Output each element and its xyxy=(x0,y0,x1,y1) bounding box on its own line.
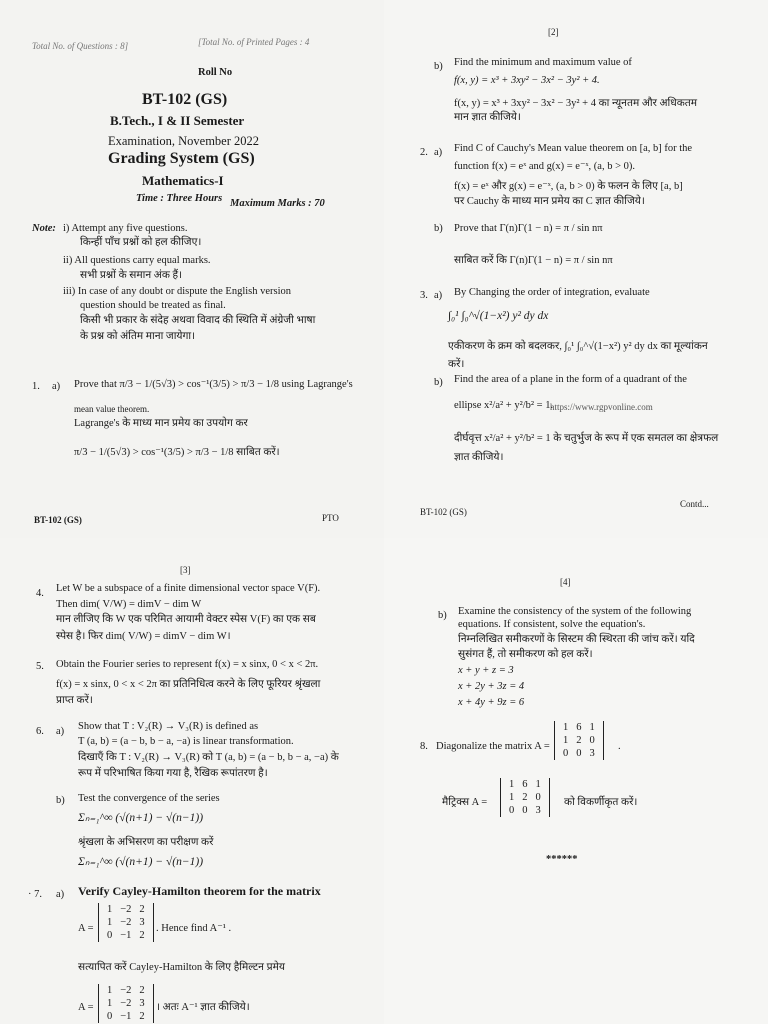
question-5-english: Obtain the Fourier series to represent f(x) = x sinx, 0 < x < 2π. xyxy=(56,659,319,670)
page-2-footer-code: BT-102 (GS) xyxy=(420,507,467,517)
q7-matrix-cell: 1 xyxy=(107,904,113,915)
question-2a-hindi-1: f(x) = eˣ और g(x) = e⁻ˣ, (a, b > 0) के फलन के लिए [a, b] xyxy=(454,181,683,192)
end-of-paper-mark: ****** xyxy=(546,854,578,865)
question-1a-hindi-2: π/3 − 1/(5√3) > cos⁻¹(3/5) > π/3 − 1/8 साबित करें। xyxy=(74,447,280,458)
question-4-hindi-1: मान लीजिए कि W एक परिमित आयामी वेक्टर स्पेस V(F) का एक सब xyxy=(56,614,316,625)
q7-matrix-cell: 1 xyxy=(107,917,113,928)
note-iii-hindi-2: के प्रश्न को अंतिम माना जायेगा। xyxy=(80,331,196,342)
q8-matrix-2-cell: 0 xyxy=(509,805,515,816)
total-pages-note: [Total No. of Printed Pages : 4 xyxy=(198,37,310,47)
q7-matrix-cell: −2 xyxy=(120,917,132,928)
exam-page-4 xyxy=(384,538,768,1024)
q7-matrix-2-cell: −1 xyxy=(120,1011,132,1022)
question-2b-hindi: साबित करें कि Γ(n)Γ(1 − n) = π / sin nπ xyxy=(454,255,613,266)
question-8-dot: . xyxy=(618,741,621,752)
question-8-hindi-prefix: मैट्रिक्स A = xyxy=(442,797,488,808)
question-8-number: 8. xyxy=(420,741,428,752)
q8-matrix-cell: 1 xyxy=(563,722,569,733)
q8-matrix-2-cell: 1 xyxy=(509,792,515,803)
question-3b-label: b) xyxy=(434,377,443,388)
question-6b-label: b) xyxy=(56,795,65,806)
q7-matrix-cell: −1 xyxy=(120,930,132,941)
q7-matrix-2-row xyxy=(103,997,149,1010)
question-6a-label: a) xyxy=(56,726,65,737)
question-7-matrix-label: A = xyxy=(78,923,94,934)
q7-matrix-2-cell: −2 xyxy=(120,998,132,1009)
maximum-marks: Maximum Marks : 70 xyxy=(230,198,325,209)
question-3a-integral: ∫₀¹ ∫₀^√(1−x²) y² dy dx xyxy=(448,310,549,322)
q8-matrix-2-row xyxy=(505,791,545,804)
q7-matrix-cell: 0 xyxy=(107,930,113,941)
question-7-matrix-label-2: A = xyxy=(78,1002,94,1013)
exam-page-1 xyxy=(0,0,384,538)
exam-page-2 xyxy=(384,0,768,538)
question-6b-english: Test the convergence of the series xyxy=(78,793,220,804)
question-3-number: 3. xyxy=(420,290,428,301)
note-ii-hindi: सभी प्रश्नों के समान अंक हैं। xyxy=(80,270,183,281)
question-7-matrix-2 xyxy=(98,984,154,1023)
equation-3: x + 4y + 9z = 6 xyxy=(458,697,525,708)
question-5-hindi-1: f(x) = x sinx, 0 < x < 2π का प्रतिनिधित्व करने के लिए फूरियर श्रृंखला xyxy=(56,679,321,690)
q8-matrix-2-cell: 0 xyxy=(522,805,528,816)
question-2a-english-2: function f(x) = eˣ and g(x) = e⁻ˣ, (a, b > 0). xyxy=(454,161,635,172)
question-1a-hindi-1: Lagrange's के माध्य मान प्रमेय का उपयोग कर xyxy=(74,418,248,429)
page-4-number: [4] xyxy=(560,577,571,587)
q8-matrix-2-row xyxy=(505,804,545,817)
question-4-english-2: Then dim( V/W) = dimV − dim W xyxy=(56,599,202,610)
q7-matrix-row xyxy=(103,929,149,942)
q8-matrix-2-cell: 0 xyxy=(535,792,541,803)
question-3b-english-1: Find the area of a plane in the form of a quadrant of the xyxy=(454,374,687,385)
q7-matrix-2-cell: 2 xyxy=(139,1011,145,1022)
q8-matrix-2-cell: 6 xyxy=(522,779,528,790)
question-6b-series-1: Σₙ₌₁^∞ (√(n+1) − √(n−1)) xyxy=(78,812,204,824)
question-5-hindi-2: प्राप्त करें। xyxy=(56,695,93,706)
question-7b-label: b) xyxy=(438,610,447,621)
q8-matrix-cell: 0 xyxy=(589,735,595,746)
q8-matrix-2-cell: 2 xyxy=(522,792,528,803)
note-ii-english: ii) All questions carry equal marks. xyxy=(63,255,211,266)
question-6a-hindi-2: रूप में परिभाषित किया गया है, रैखिक रूपांतरण है। xyxy=(78,768,268,779)
exam-page-3 xyxy=(0,538,384,1024)
question-4-english-1: Let W be a subspace of a finite dimensional vector space V(F). xyxy=(56,583,321,594)
q7-matrix-cell: −2 xyxy=(120,904,132,915)
question-7-hence: . Hence find A⁻¹ . xyxy=(156,923,232,934)
q8-matrix-cell: 3 xyxy=(589,748,595,759)
question-7b-hindi-2: सुसंगत हैं, तो समीकरण को हल करें। xyxy=(458,649,593,660)
q8-matrix-row xyxy=(559,721,599,734)
question-2a-label: a) xyxy=(434,147,443,158)
question-7-hindi: सत्यापित करें Cayley-Hamilton के लिए हैमिल्टन प्रमेय xyxy=(78,962,285,973)
q7-matrix-2-row xyxy=(103,984,149,997)
q7-matrix-2-row xyxy=(103,1010,149,1023)
question-3a-label: a) xyxy=(434,290,443,301)
question-2b-english: Prove that Γ(n)Γ(1 − n) = π / sin nπ xyxy=(454,223,603,234)
note-label: Note: xyxy=(32,223,56,234)
q8-matrix-2-cell: 1 xyxy=(509,779,515,790)
question-7b-hindi-1: निम्नलिखित समीकरणों के सिस्टम की स्थिरता की जांच करें। यदि xyxy=(458,634,695,645)
question-1b-hindi-2: मान ज्ञात कीजिये। xyxy=(454,112,521,123)
q8-matrix-2-row xyxy=(505,778,545,791)
question-2b-label: b) xyxy=(434,223,443,234)
question-3b-english-2: ellipse x²/a² + y²/b² = 1. xyxy=(454,400,554,411)
note-i-english: i) Attempt any five questions. xyxy=(63,223,188,234)
page-2-number: [2] xyxy=(548,27,559,37)
time-allowed: Time : Three Hours xyxy=(136,193,223,204)
question-7a-english: Verify Cayley-Hamilton theorem for the matrix xyxy=(78,884,321,898)
question-6b-series-2: Σₙ₌₁^∞ (√(n+1) − √(n−1)) xyxy=(78,856,204,868)
q7-matrix-cell: 3 xyxy=(139,917,145,928)
question-7-matrix xyxy=(98,903,154,942)
subject-name: Mathematics-I xyxy=(142,173,224,188)
note-iii-english-2: question should be treated as final. xyxy=(80,300,226,311)
question-7-number: · 7. xyxy=(28,889,42,900)
note-iii-hindi-1: किसी भी प्रकार के संदेह अथवा विवाद की स्थिति में अंग्रेजी भाषा xyxy=(80,315,316,326)
q7-matrix-2-cell: 0 xyxy=(107,1011,113,1022)
q7-matrix-row xyxy=(103,916,149,929)
question-6-number: 6. xyxy=(36,726,44,737)
question-7b-english-2: equations. If consistent, solve the equation's. xyxy=(458,619,646,630)
equation-1: x + y + z = 3 xyxy=(458,665,514,676)
question-5-number: 5. xyxy=(36,661,44,672)
q7-matrix-2-cell: 1 xyxy=(107,985,113,996)
question-3a-english-1: By Changing the order of integration, evaluate xyxy=(454,287,650,298)
q8-matrix-2-cell: 1 xyxy=(535,779,541,790)
roll-no-label: Roll No xyxy=(198,67,233,78)
page-3-number: [3] xyxy=(180,565,191,575)
question-8-matrix xyxy=(554,721,604,760)
q8-matrix-cell: 2 xyxy=(576,735,582,746)
question-1b-english-2: f(x, y) = x³ + 3xy² − 3x² − 3y² + 4. xyxy=(454,75,600,86)
q7-matrix-cell: 2 xyxy=(139,930,145,941)
question-4-hindi-2: स्पेस है। फिर dim( V/W) = dimV − dim W। xyxy=(56,631,231,642)
q8-matrix-cell: 0 xyxy=(563,748,569,759)
q7-matrix-2-cell: 3 xyxy=(139,998,145,1009)
q7-matrix-2-cell: 2 xyxy=(139,985,145,996)
q7-matrix-row xyxy=(103,903,149,916)
grading-system: Grading System (GS) xyxy=(108,150,255,167)
question-7-hindi-hence: । अतः A⁻¹ ज्ञात कीजिये। xyxy=(156,1002,250,1013)
question-1-number: 1. xyxy=(32,381,40,392)
q8-matrix-row xyxy=(559,734,599,747)
q8-matrix-cell: 1 xyxy=(589,722,595,733)
question-8-hindi-suffix: को विकर्णीकृत करें। xyxy=(564,797,638,808)
question-8-english: Diagonalize the matrix A = xyxy=(436,741,550,752)
question-7b-english-1: Examine the consistency of the system of the following xyxy=(458,606,692,617)
question-7a-label: a) xyxy=(56,889,65,900)
question-3a-hindi-2: करें। xyxy=(448,359,465,370)
question-8-matrix-2 xyxy=(500,778,550,817)
note-i-hindi: किन्हीं पाँच प्रश्नों को हल कीजिए। xyxy=(80,237,202,248)
q8-matrix-cell: 6 xyxy=(576,722,582,733)
question-6a-english-2: T (a, b) = (a − b, b − a, −a) is linear transformation. xyxy=(78,736,294,747)
page-1-footer-pto: PTO xyxy=(322,513,339,523)
q7-matrix-2-cell: −2 xyxy=(120,985,132,996)
q8-matrix-row xyxy=(559,747,599,760)
question-1a-english-2: mean value theorem. xyxy=(74,404,150,414)
contd-marker: Contd... xyxy=(680,499,709,509)
q7-matrix-2-cell: 1 xyxy=(107,998,113,1009)
paper-code: BT-102 (GS) xyxy=(142,91,228,108)
q8-matrix-cell: 0 xyxy=(576,748,582,759)
question-3b-hindi-2: ज्ञात कीजिये। xyxy=(454,452,504,463)
question-2a-english-1: Find C of Cauchy's Mean value theorem on [a, b] for the xyxy=(454,143,693,154)
question-1b-label: b) xyxy=(434,61,443,72)
exam-session: Examination, November 2022 xyxy=(108,134,260,148)
source-url: https://www.rgpvonline.com xyxy=(550,402,653,412)
question-6b-hindi: श्रृंखला के अभिसरण का परीक्षण करें xyxy=(78,837,214,848)
page-1-footer-code: BT-102 (GS) xyxy=(34,515,82,525)
q8-matrix-cell: 1 xyxy=(563,735,569,746)
q8-matrix-2-cell: 3 xyxy=(535,805,541,816)
question-3a-hindi-1: एकीकरण के क्रम को बदलकर, ∫₀¹ ∫₀^√(1−x²) y² dy dx का मूल्यांकन xyxy=(448,341,708,352)
equation-2: x + 2y + 3z = 4 xyxy=(458,681,525,692)
question-1a-english-1: Prove that π/3 − 1/(5√3) > cos⁻¹(3/5) > π/3 − 1/8 using Lagrange's xyxy=(74,379,353,390)
question-6a-english-1: Show that T : V₂(R) → V₃(R) is defined as xyxy=(78,721,259,732)
question-1b-hindi-1: f(x, y) = x³ + 3xy² − 3x² − 3y² + 4 का न्यूनतम और अधिकतम xyxy=(454,98,698,109)
total-questions-note: Total No. of Questions : 8] xyxy=(32,41,129,51)
note-iii-english-1: iii) In case of any doubt or dispute the English version xyxy=(63,286,292,297)
question-6a-hindi-1: दिखाएँ कि T : V₂(R) → V₃(R) को T (a, b) = (a − b, b − a, −a) के xyxy=(78,752,339,763)
question-1b-english-1: Find the minimum and maximum value of xyxy=(454,57,632,68)
question-2-number: 2. xyxy=(420,147,428,158)
question-4-number: 4. xyxy=(36,588,44,599)
q7-matrix-cell: 2 xyxy=(139,904,145,915)
course-name: B.Tech., I & II Semester xyxy=(110,113,245,128)
question-3b-hindi-1: दीर्घवृत्त x²/a² + y²/b² = 1 के चतुर्भुज के रूप में एक समतल का क्षेत्रफल xyxy=(454,433,719,444)
question-1a-label: a) xyxy=(52,381,61,392)
question-2a-hindi-2: पर Cauchy के माध्य मान प्रमेय का C ज्ञात कीजिये। xyxy=(454,196,645,207)
